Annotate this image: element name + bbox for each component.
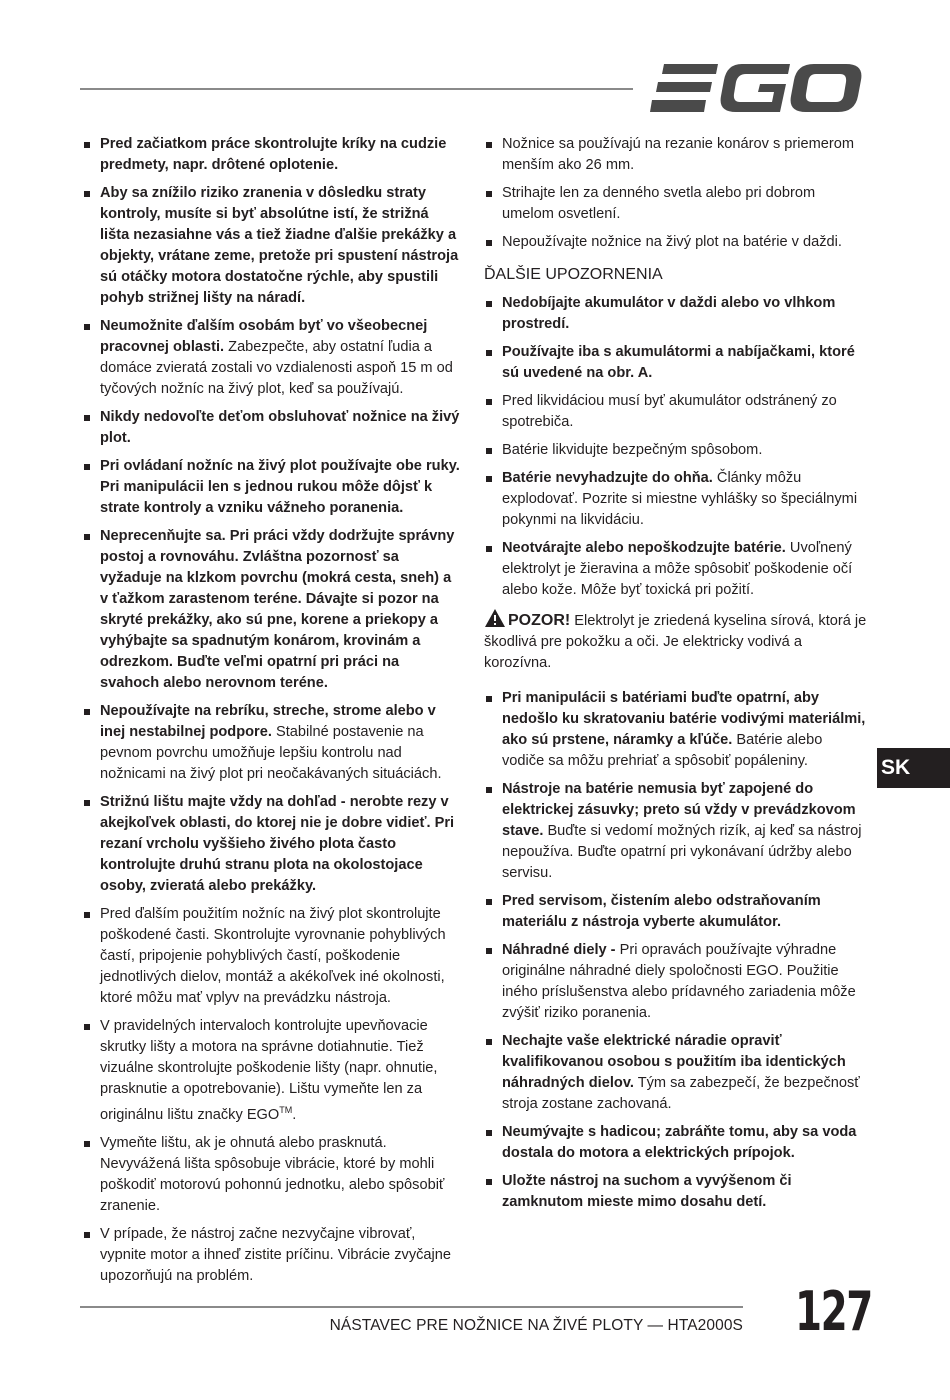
bullet-text: Pred likvidáciou musí byť akumulátor odstránený zo spotrebiča. [502,393,837,430]
bullet-item [82,701,460,785]
bullet-text: Tým sa zabezpečí, že bezpečnosť stroja zostane zachovaná. [502,1075,860,1112]
bullet-text: Pred ďalším použitím nožníc na živý plot skontrolujte poškodené časti. Skontrolujte vyrovnanie pohyblivých častí, pripojenie pohyblivých častí, poškodenie jednotlivých dielov, montáž a akékoľvek iné okolnosti, ktoré môžu mať vplyv na prevádzku nástroja. [100,906,446,1006]
bullet-item [484,342,868,384]
bullet-item [82,1016,460,1126]
bullet-item [82,316,460,400]
footer-title: NÁSTAVEC PRE NOŽNICE NA ŽIVÉ PLOTY — HTA2000S [329,1317,743,1334]
bullet-bold-text: Nástroje na batérie nemusia byť zapojené do elektrickej zásuvky; preto sú vždy v prevádzkovom stave. [502,781,856,839]
language-tab: SK [877,748,950,788]
left-column [82,134,460,1294]
bullet-item [484,1171,868,1213]
bullet-bold-text: Nepoužívajte na rebríku, streche, strome alebo v inej nestabilnej podpore. [100,703,436,740]
trademark-sup: TM [279,1105,293,1115]
bullet-item [484,232,868,253]
bullet-text: Buďte si vedomí možných rizík, aj keď sa nástroj nepoužíva. Buďte opatrní pri vykonávaní údržby alebo servisu. [502,823,862,881]
bullet-bold-text: Nikdy nedovoľte deťom obsluhovať nožnice na živý plot. [100,409,460,446]
bullet-text: Batérie likvidujte bezpečným spôsobom. [502,442,763,458]
right-column [484,134,868,1220]
bullet-bold-text: Neumývajte s hadicou; zabráňte tomu, aby sa voda dostala do motora a elektrických prípojok. [502,1124,857,1161]
bullet-item [484,468,868,531]
bullet-text: Nepoužívajte nožnice na živý plot na batérie v daždi. [502,234,842,250]
bullet-bold-text: Náhradné diely - [502,942,616,958]
bullet-text: Zabezpečte, aby ostatní ľudia a domáce zvieratá zostali vo vzdialenosti aspoň 15 m od tyčových nožníc na živý plot, keď sa používajú. [100,339,453,397]
bullet-item [82,1133,460,1217]
bullet-item [484,183,868,225]
bullet-item [484,391,868,433]
bullet-item [82,134,460,176]
bullet-text: Stabilné postavenie na pevnom povrchu umožňuje lepšiu kontrolu nad nožnicami na živý plot pri neočakávaných situáciách. [100,724,442,782]
bullet-text: Strihajte len za denného svetla alebo pri dobrom umelom osvetlení. [502,185,816,222]
bullet-item [484,293,868,335]
footer-rule [80,1306,743,1308]
warning-text: Elektrolyt je zriedená kyselina sírová, ktorá je škodlivá pre pokožku a oči. Je elektricky vodivá a korozívna. [484,613,867,671]
warning-label: POZOR! [508,612,571,629]
bullet-text: Vymeňte lištu, ak je ohnutá alebo prasknutá. Nevyvážená lišta spôsobuje vibrácie, ktoré by mohli poškodiť motorovú pohonnú jednotku, alebo spôsobiť zranenie. [100,1134,445,1214]
bullet-item [484,779,868,884]
bullet-item [82,1224,460,1287]
bullet-bold-text: Pred servisom, čistením alebo odstraňovaním materiálu z nástroja vyberte akumulátor. [502,893,821,930]
bullet-item [484,940,868,1024]
bullet-text: Batérie alebo vodiče sa môžu prehriať a spôsobiť popáleniny. [502,732,823,769]
header-rule [80,88,633,90]
bullet-text: V pravidelných intervaloch kontrolujte upevňovacie skrutky lišty a motora na správne dotiahnutie. Tiež vizuálne skontrolujte poškodenie lišty (napr. ohnutie, prasknutie a opotrebovanie). Lištu vymeňte len za originálnu lištu značky EGO [100,1018,438,1123]
bullet-bold-text: Batérie nevyhadzujte do ohňa. [502,470,713,486]
bullet-item [484,1031,868,1115]
bullet-item [82,792,460,897]
bullet-bold-text: Pri ovládaní nožníc na živý plot používajte obe ruky. Pri manipulácii len s jednou rukou môže dôjsť k strate kontroly a vzniku vážneho poranenia. [100,458,460,516]
bullet-text: Uvoľnený elektrolyt je žieravina a môže spôsobiť poškodenie očí alebo kože. Môže byť toxická pri požití. [502,540,853,598]
bullet-bold-text: Nechajte vaše elektrické náradie opraviť kvalifikovanou osobou s použitím iba identických náhradných dielov. [502,1033,846,1091]
bullet-bold-text: Nedobíjajte akumulátor v daždi alebo vo vlhkom prostredí. [502,295,836,332]
bullet-item [82,407,460,449]
bullet-bold-text: Aby sa znížilo riziko zranenia v dôsledku straty kontroly, musíte si byť absolútne istí, že strižná lišta nezasiahne vás a tiež žiadne ďalšie prekážky a objekty, vrátane zeme, pretože pri spustení nástroja sú otáčky motora dostatočne rýchle, aby spustili pohyb strižnej lišty na náradí. [100,185,459,306]
section-heading: ĎALŠIE UPOZORNENIA [484,266,663,283]
bullet-item [484,538,868,601]
bullet-text: Články môžu explodovať. Pozrite si miestne vyhlášky so špeciálnymi pokynmi na likvidáciu. [502,470,858,528]
bullet-item [82,904,460,1009]
bullet-item [484,891,868,933]
bullet-bold-text: Uložte nástroj na suchom a vyvýšenom či zamknutom mieste mimo dosahu detí. [502,1173,792,1210]
warning-note [484,608,868,674]
bullet-bold-text: Neprecenňujte sa. Pri práci vždy dodržujte správny postoj a rovnováhu. Zvláštna pozornosť sa vyžaduje na klzkom povrchu (mokrá cesta, sneh) a v ťažkom zarastenom teréne. Dávajte si pozor na skryté prekážky, ako sú pne, korene a priekopy a vyhýbajte sa spadnutým konárom, krovinám a odrezkom. Buďte veľmi opatrní pri práci na svahoch alebo nerovnom teréne. [100,528,455,691]
bullet-text: V prípade, že nástroj začne nezvyčajne vibrovať, vypnite motor a ihneď zistite príčinu. Vibrácie zvyčajne upozorňujú na problém. [100,1225,452,1284]
bullet-item [82,526,460,694]
bullet-item [82,183,460,309]
bullet-bold-text: Strižnú lištu majte vždy na dohľad - nerobte rezy v akejkoľvek oblasti, do ktorej nie je dobre vidieť. Pri rezaní vrcholu vyššieho živého plota často kontrolujte druhú stranu plota na okolostojace osoby, zvieratá alebo prekážky. [100,794,455,894]
bullet-text: Pri opravách používajte výhradne originálne náhradné diely spoločnosti EGO. Použitie iného príslušenstva alebo prídavného zariadenia môže zvýšiť riziko poranenia. [502,942,856,1021]
bullet-bold-text: Neumožnite ďalším osobám byť vo všeobecnej pracovnej oblasti. [100,318,428,355]
bullet-bold-text: Používajte iba s akumulátormi a nabíjačkami, ktoré sú uvedené na obr. A. [502,344,855,381]
bullet-item [484,688,868,772]
page-number: 127 [795,1280,872,1343]
bullet-bold-text: Pred začiatkom práce skontrolujte kríky na cudzie predmety, napr. drôtené oplotenie. [100,136,447,173]
ego-logo [650,62,862,114]
bullet-item [82,456,460,519]
bullet-item [484,134,868,176]
bullet-bold-text: Neotvárajte alebo nepoškodzujte batérie. [502,540,786,556]
bullet-item [484,1122,868,1164]
warning-triangle-icon [484,608,506,628]
bullet-item [484,440,868,461]
bullet-bold-text: Pri manipulácii s batériami buďte opatrní, aby nedošlo ku skratovaniu batérie vodivými materiálmi, ako sú prstene, náramky a kľúče. [502,690,866,748]
bullet-text: Nožnice sa používajú na rezanie konárov s priemerom menším ako 26 mm. [502,136,855,173]
bullet-text-end: . [292,1106,297,1123]
